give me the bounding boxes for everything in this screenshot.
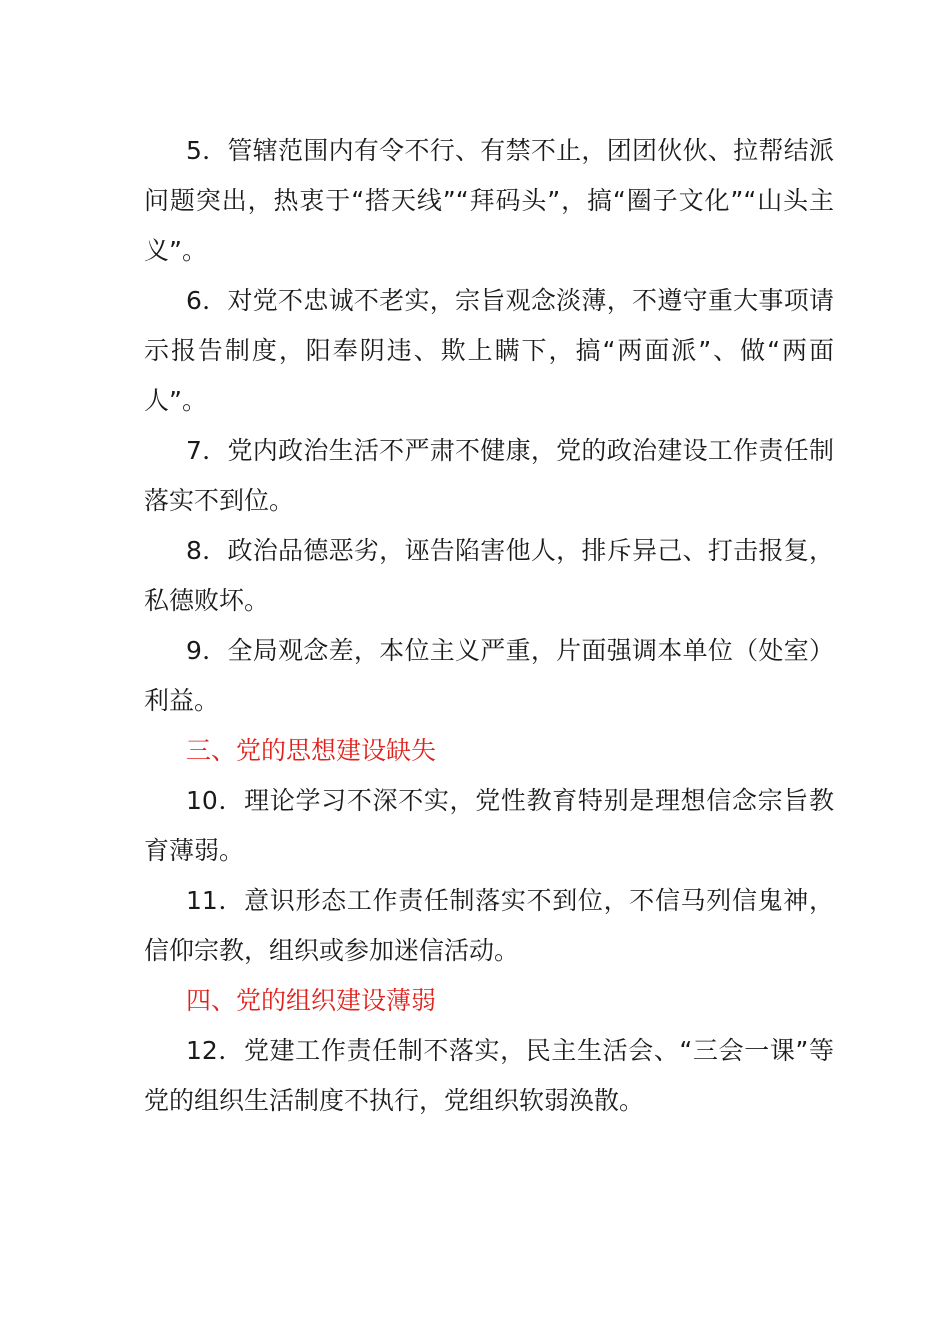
section-heading-3: 三、党的思想建设缺失 [186,736,437,765]
paragraph-item-11: 11．意识形态工作责任制落实不到位，不信马列信鬼神，信仰宗教，组织或参加迷信活动。 [144,886,834,965]
document-body [144,126,834,1126]
paragraph-item-12: 12．党建工作责任制不落实，民主生活会、“三会一课”等党的组织生活制度不执行，党组织软弱涣散。 [144,1036,834,1115]
paragraph-item-5: 5．管辖范围内有令不行、有禁不止，团团伙伙、拉帮结派问题突出，热衷于“搭天线”“拜码头”，搞“圈子文化”“山头主义”。 [144,136,834,265]
paragraph-item-7: 7．党内政治生活不严肃不健康，党的政治建设工作责任制落实不到位。 [144,436,834,515]
paragraph-item-8: 8．政治品德恶劣，诬告陷害他人，排斥异己、打击报复，私德败坏。 [144,536,834,615]
section-heading-4: 四、党的组织建设薄弱 [186,986,437,1015]
paragraph-item-10: 10．理论学习不深不实，党性教育特别是理想信念宗旨教育薄弱。 [144,786,834,865]
paragraph-item-6: 6．对党不忠诚不老实，宗旨观念淡薄，不遵守重大事项请示报告制度，阳奉阴违、欺上瞒下，搞“两面派”、做“两面人”。 [144,286,834,415]
paragraph-item-9: 9．全局观念差，本位主义严重，片面强调本单位（处室）利益。 [144,636,834,715]
